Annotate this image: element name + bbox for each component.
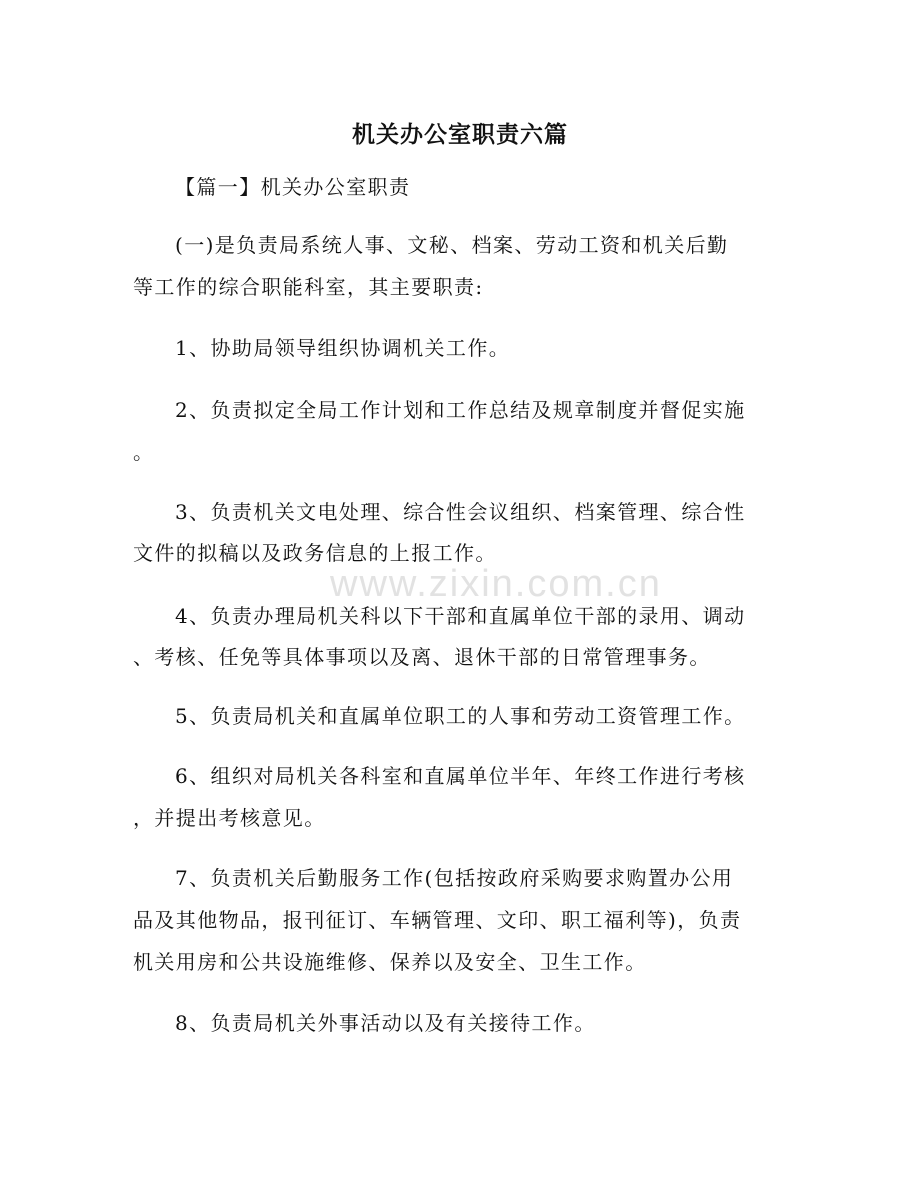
paragraph-line: 4、负责办理局机关科以下干部和直属单位干部的录用、调动 (175, 604, 746, 628)
paragraph-line: 1、协助局领导组织协调机关工作。 (175, 336, 511, 360)
paragraph-line: 8、负责局机关外事活动以及有关接待工作。 (175, 1011, 596, 1035)
watermark: www.zixin.com.cn (330, 563, 662, 605)
paragraph-line: 5、负责局机关和直属单位职工的人事和劳动工资管理工作。 (175, 704, 746, 728)
document-title: 机关办公室职责六篇 (352, 121, 568, 148)
paragraph-line: 7、负责机关后勤服务工作(包括按政府采购要求购置办公用 (175, 866, 734, 890)
paragraph-line: 品及其他物品，报刊征订、车辆管理、文印、职工福利等)，负责 (133, 908, 742, 932)
paragraph-line: 3、负责机关文电处理、综合性会议组织、档案管理、综合性 (175, 500, 746, 524)
paragraph-line: 等工作的综合职能科室，其主要职责: (133, 275, 484, 299)
paragraph-line: 机关用房和公共设施维修、保养以及安全、卫生工作。 (133, 950, 647, 974)
paragraph-line: 6、组织对局机关各科室和直属单位半年、年终工作进行考核 (175, 764, 746, 788)
paragraph-line: (一)是负责局系统人事、文秘、档案、劳动工资和机关后勤 (175, 233, 729, 257)
paragraph-line: 、考核、任免等具体事项以及离、退休干部的日常管理事务。 (133, 645, 711, 669)
paragraph-line: 。 (133, 440, 155, 464)
section-heading: 【篇一】机关办公室职责 (175, 175, 411, 199)
paragraph-line: 2、负责拟定全局工作计划和工作总结及规章制度并督促实施 (175, 398, 746, 422)
paragraph-line: 文件的拟稿以及政务信息的上报工作。 (133, 541, 497, 565)
paragraph-line: ，并提出考核意见。 (133, 806, 326, 830)
